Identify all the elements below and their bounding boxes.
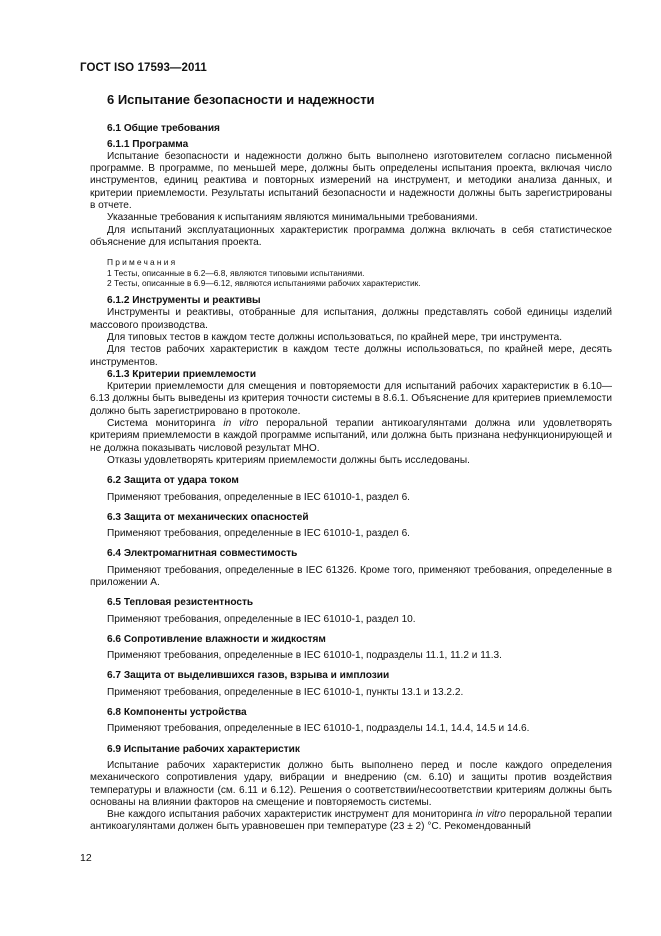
clause-title-6-1-2: 6.1.2 Инструменты и реактивы bbox=[107, 295, 261, 307]
paragraph bbox=[90, 809, 612, 834]
clause-title-6-1-1: 6.1.1 Программа bbox=[107, 138, 189, 150]
notes-block bbox=[107, 257, 612, 289]
paragraph: Испытание безопасности и надежности должно быть выполнено изготовителем согласно письменной программе. В программе, по меньшей мере, должны быть определены испытания проекта, включая число инструментов, единиц реактива и повторных измерений на инструмент, и методики анализа данных, и критерии приемлемости. Результаты испытаний безопасности и надежности должны быть зарегистрированы в отчете. bbox=[90, 150, 612, 212]
notes-title: Примечания bbox=[107, 257, 178, 268]
page-content bbox=[90, 88, 612, 834]
paragraph bbox=[90, 418, 612, 455]
paragraph: Указанные требования к испытаниям являются минимальными требованиями. bbox=[107, 212, 478, 224]
subsection-title-6-4: 6.4 Электромагнитная совместимость bbox=[107, 548, 298, 560]
paragraph: Для испытаний эксплуатационных характеристик программа должна включать в себя статистическое объяснение для испытания проекта. bbox=[90, 224, 612, 248]
text-run: Система мониторинга bbox=[107, 418, 224, 430]
page-number: 12 bbox=[80, 852, 92, 864]
subsection-title-6-9: 6.9 Испытание рабочих характеристик bbox=[107, 743, 300, 755]
document-header: ГОСТ ISO 17593—2011 bbox=[80, 62, 207, 74]
subsection-title-6-7: 6.7 Защита от выделившихся газов, взрыва и имплозии bbox=[107, 670, 390, 682]
paragraph: Применяют требования, определенные в IEC 61010-1, раздел 6. bbox=[107, 528, 410, 540]
subsection-title-6-2: 6.2 Защита от удара током bbox=[107, 475, 239, 487]
paragraph: Для типовых тестов в каждом тесте должны использоваться, по крайней мере, три инструмента. bbox=[107, 331, 563, 343]
subsection-title-6-6: 6.6 Сопротивление влажности и жидкостям bbox=[107, 633, 326, 645]
subsection-title-6-1: 6.1 Общие требования bbox=[107, 123, 220, 135]
paragraph: Критерии приемлемости для смещения и повторяемости для испытаний рабочих характеристик в 6.10—6.13 должны быть выведены из критерия точности системы в 8.6.1. Объяснение для критериев приемлемости должно быть зарегистрировано в протоколе. bbox=[90, 381, 612, 417]
paragraph: Инструменты и реактивы, отобранные для испытания, должны представлять собой единицы изделий массового производства. bbox=[90, 307, 612, 331]
note-item: 2 Тесты, описанные в 6.9—6.12, являются испытаниями рабочих характеристик. bbox=[107, 278, 421, 289]
clause-title-6-1-3: 6.1.3 Критерии приемлемости bbox=[107, 368, 257, 380]
paragraph: Применяют требования, определенные в IEC 61010-1, пункты 13.1 и 13.2.2. bbox=[107, 686, 464, 698]
paragraph: Применяют требования, определенные в IEC 61010-1, подразделы 11.1, 11.2 и 11.3. bbox=[107, 650, 502, 662]
subsection-title-6-8: 6.8 Компоненты устройства bbox=[107, 707, 247, 719]
paragraph: Применяют требования, определенные в IEC 61010-1, раздел 6. bbox=[107, 491, 410, 503]
italic-term: in vitro bbox=[223, 418, 259, 430]
text-run: Вне каждого испытания рабочих характеристик инструмент для мониторинга bbox=[107, 809, 476, 821]
section-title: 6 Испытание безопасности и надежности bbox=[107, 92, 375, 107]
text-run: пероральной терапии антикоагулянтами должна или удовлетворять критериям приемлемости в каждой программе испытаний, или должна быть признана нефункционирующей и не должна показывать числовой результат МНО. bbox=[90, 418, 612, 454]
paragraph: Применяют требования, определенные в IEC 61010-1, подразделы 14.1, 14.4, 14.5 и 14.6. bbox=[107, 723, 530, 735]
paragraph: Применяют требования, определенные в IEC 61326. Кроме того, применяют требования, определенные в приложении А. bbox=[90, 564, 612, 588]
italic-term: in vitro bbox=[475, 809, 506, 821]
subsection-title-6-3: 6.3 Защита от механических опасностей bbox=[107, 511, 309, 523]
paragraph: Применяют требования, определенные в IEC 61010-1, раздел 10. bbox=[107, 613, 416, 625]
text-run: пероральной терапии антикоагулянтами должен быть уравновешен при температуре (23 ± 2) °С. Рекомендованный bbox=[90, 809, 613, 833]
paragraph: Испытание рабочих характеристик должно быть выполнено перед и после каждого определения механического сопротивления удару, вибрации и внедрению (см. 6.10) и защиты против воздействия температуры и влажности (см. 6.11 и 6.12). Решения о соответствии/несоответствии критериям должны быть основаны на влиянии факторов на смещение и повторяемость системы. bbox=[90, 759, 612, 808]
paragraph: Отказы удовлетворять критериям приемлемости должны быть исследованы. bbox=[107, 454, 470, 466]
subsection-title-6-5: 6.5 Тепловая резистентность bbox=[107, 597, 254, 609]
paragraph: Для тестов рабочих характеристик в каждом тесте должны использоваться, по крайней мере, десять инструментов. bbox=[90, 344, 612, 368]
note-item: 1 Тесты, описанные в 6.2—6.8, являются типовыми испытаниями. bbox=[107, 267, 365, 278]
